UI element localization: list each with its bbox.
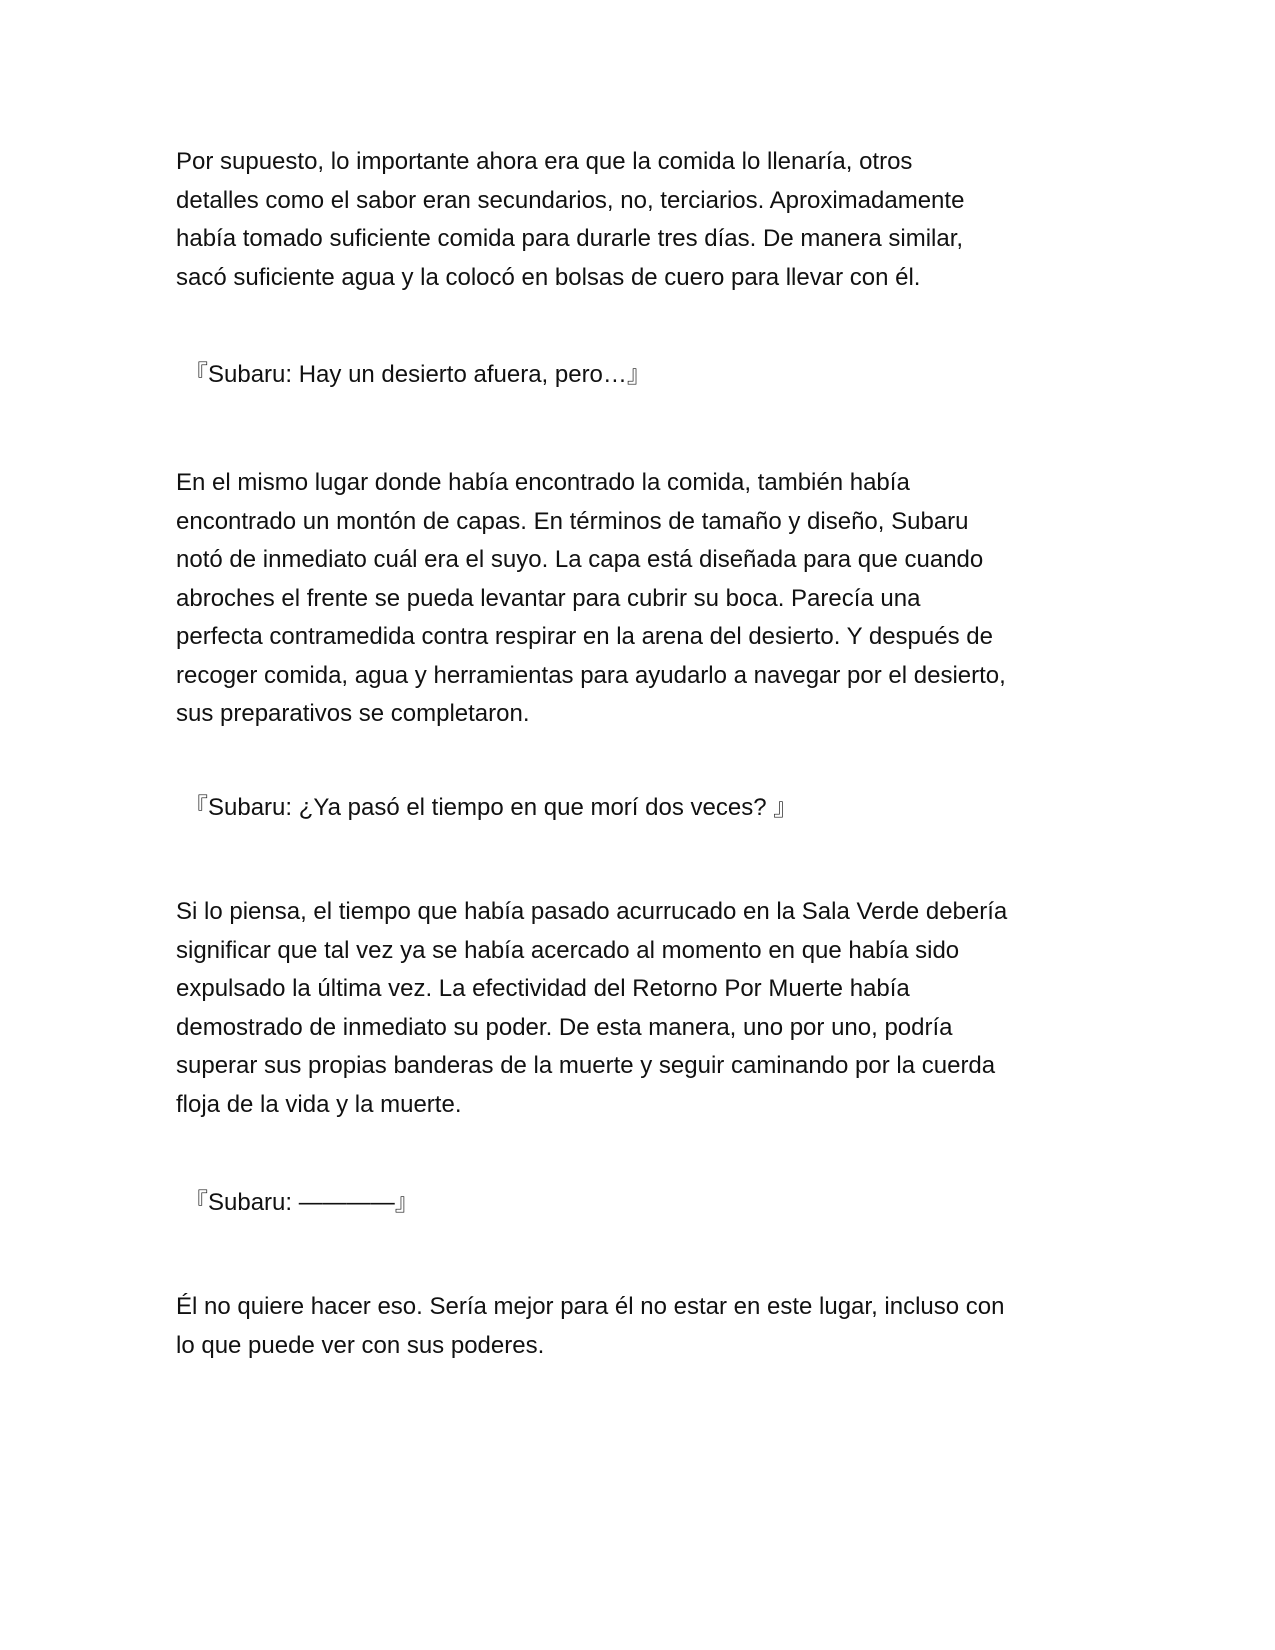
paragraph-capes: En el mismo lugar donde había encontrado la comida, también había encontrado un montón de capas. En términos de tamaño y diseño, Subaru notó de inmediato cuál era el suyo. La capa está diseñada para que cuando abroches el frente se pueda levantar para cubrir su boca. Parecía una perfecta contramedida contra respirar en la arena del desierto. Y después de recoger comida, agua y herramientas para ayudarlo a navegar por el desierto, sus preparativos se completaron. [176, 469, 1006, 727]
dialogue-desert: 『Subaru: Hay un desierto afuera, pero…』 [184, 361, 651, 388]
dialogue-silence: 『Subaru: ————』 [184, 1189, 419, 1216]
paragraph-food: Por supuesto, lo importante ahora era que la comida lo llenaría, otros detalles como el sabor eran secundarios, no, terciarios. Aproximadamente había tomado suficiente comida para durarle tres días. De manera similar, sacó suficiente agua y la colocó en bolsas de cuero para llevar con él. [176, 148, 965, 291]
dialogue-time: 『Subaru: ¿Ya pasó el tiempo en que morí dos veces? 』 [184, 794, 798, 821]
paragraph-return-by-death: Si lo piensa, el tiempo que había pasado acurrucado en la Sala Verde debería significar que tal vez ya se había acercado al momento en que había sido expulsado la última vez. La efectividad del Retorno Por Muerte había demostrado de inmediato su poder. De esta manera, uno por uno, podría superar sus propias banderas de la muerte y seguir caminando por la cuerda floja de la vida y la muerte. [176, 898, 1008, 1118]
paragraph-final: Él no quiere hacer eso. Sería mejor para él no estar en este lugar, incluso con lo que puede ver con sus poderes. [176, 1293, 1005, 1359]
